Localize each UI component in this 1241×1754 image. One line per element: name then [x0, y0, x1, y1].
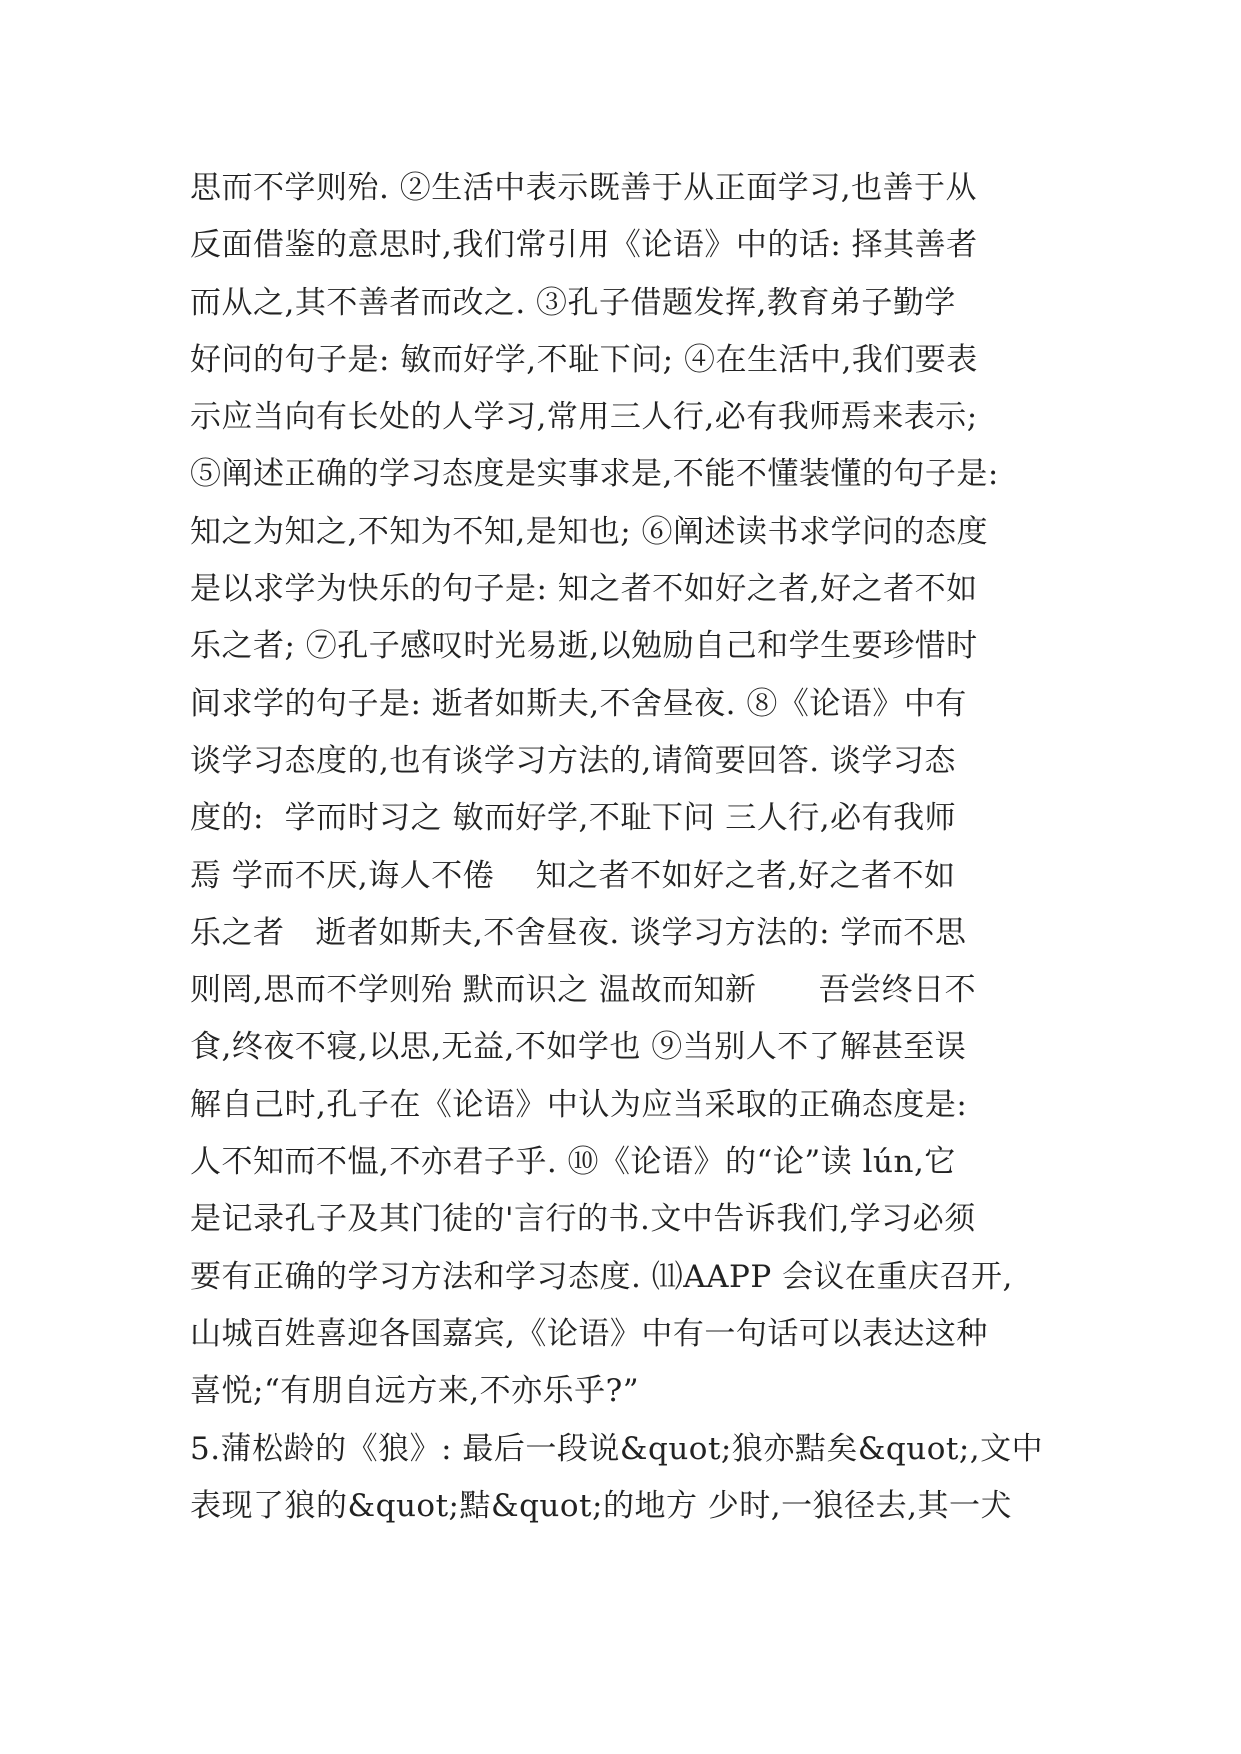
text-line: 反面借鉴的意思时,我们常引用《论语》中的话: 择其善者: [190, 227, 978, 264]
text-line: 好问的句子是: 敏而好学,不耻下问; ④在生活中,我们要表: [190, 341, 978, 378]
text-line: 思而不学则殆. ②生活中表示既善于从正面学习,也善于从: [190, 170, 978, 206]
text-line: ⑤阐述正确的学习态度是实事求是,不能不懂装懂的句子是:: [190, 456, 999, 493]
text-line: 而从之,其不善者而改之. ③孔子借题发挥,教育弟子勤学: [190, 284, 956, 321]
text-line: 度的: 学而时习之 敏而好学,不耻下问 三人行,必有我师: [190, 800, 957, 837]
text-line: 则罔,思而不学则殆 默而识之 温故而知新 吾尝终日不: [190, 972, 977, 1009]
text-line: 间求学的句子是: 逝者如斯夫,不舍昼夜. ⑧《论语》中有: [190, 685, 967, 722]
text-line: 人不知而不愠,不亦君子乎. ⑩《论语》的“论”读 lún,它: [190, 1144, 956, 1181]
text-line: 是以求学为快乐的句子是: 知之者不如好之者,好之者不如: [190, 571, 978, 608]
text-line: 知之为知之,不知为不知,是知也; ⑥阐述读书求学问的态度: [190, 513, 989, 550]
text-line: 是记录孔子及其门徒的'言行的书.文中告诉我们,学习必须: [190, 1201, 976, 1238]
text-line: 喜悦;“有朋自远方来,不亦乐乎?”: [190, 1373, 640, 1410]
text-line: 5.蒲松龄的《狼》: 最后一段说&quot;狼亦黠矣&quot;,文中: [190, 1430, 1044, 1467]
text-line: 表现了狼的&quot;黠&quot;的地方 少时,一狼径去,其一犬: [190, 1487, 1012, 1524]
text-line: 山城百姓喜迎各国嘉宾,《论语》中有一句话可以表达这种: [190, 1315, 988, 1352]
text-line: 谈学习态度的,也有谈学习方法的,请简要回答. 谈学习态: [190, 742, 956, 779]
text-line: 示应当向有长处的人学习,常用三人行,必有我师焉来表示;: [190, 399, 978, 436]
text-line: 乐之者 逝者如斯夫,不舍昼夜. 谈学习方法的: 学而不思: [190, 914, 967, 951]
text-line: 要有正确的学习方法和学习态度. ⑾AAPP 会议在重庆召开,: [190, 1258, 1013, 1295]
body-text: [190, 160, 1070, 1535]
text-line: 乐之者; ⑦孔子感叹时光易逝,以勉励自己和学生要珍惜时: [190, 628, 978, 665]
text-line: 食,终夜不寝,以思,无益,不如学也 ⑨当别人不了解甚至误: [190, 1029, 967, 1066]
text-line: 解自己时,孔子在《论语》中认为应当采取的正确态度是:: [190, 1086, 968, 1123]
text-line: 焉 学而不厌,诲人不倦 知之者不如好之者,好之者不如: [190, 857, 956, 894]
